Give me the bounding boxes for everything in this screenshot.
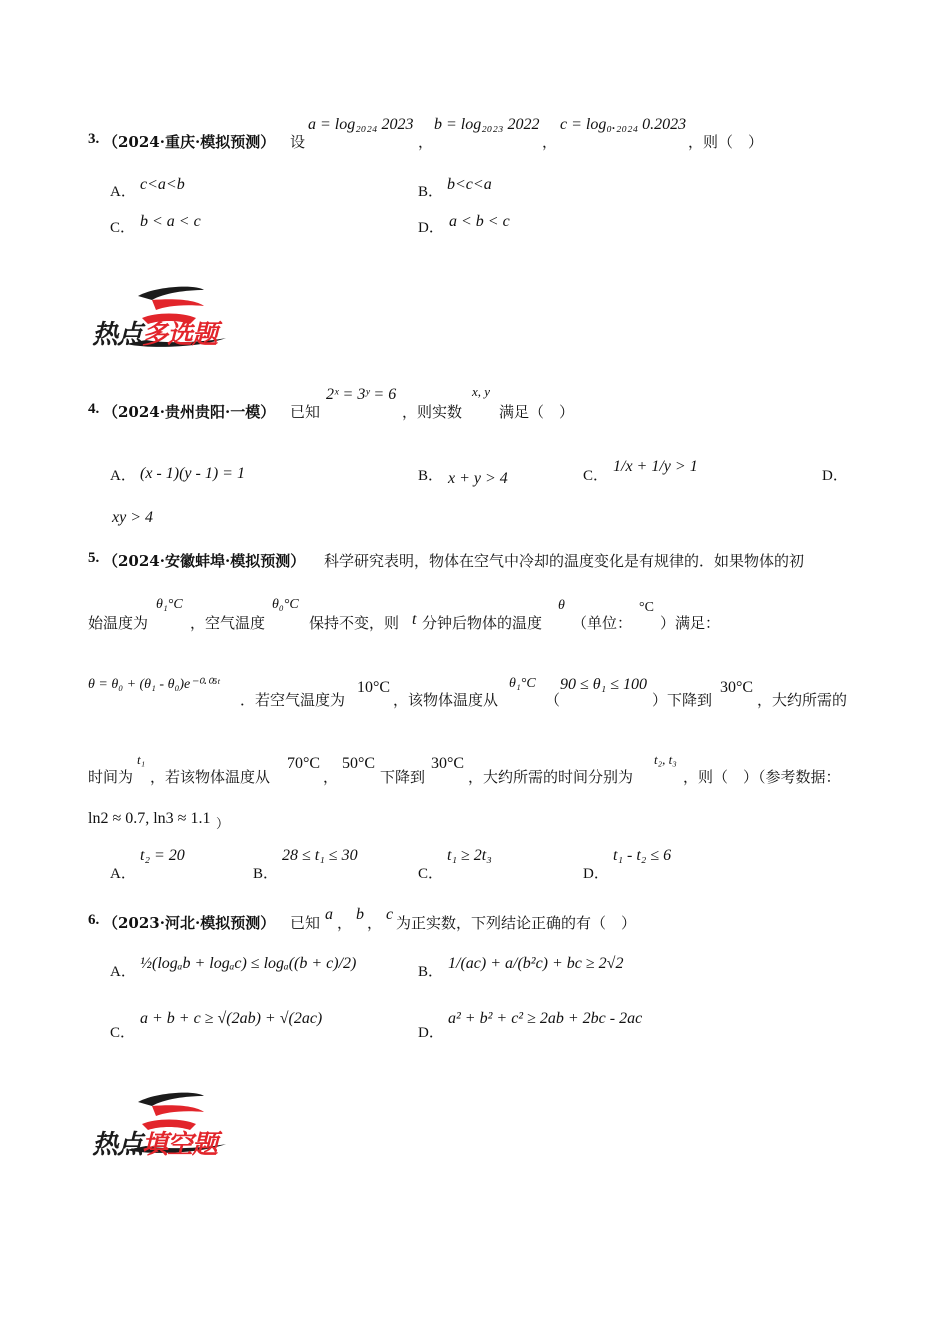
option-label: C． xyxy=(110,220,136,236)
math-expression: b = log₂₀₂₃ 2022 xyxy=(434,116,540,133)
math-variable: a xyxy=(325,906,333,923)
option-d[interactable]: a < b < c xyxy=(449,213,510,230)
question-number: 6. xyxy=(88,912,100,928)
math-expression: x, y xyxy=(472,384,491,399)
option-label: B． xyxy=(418,184,444,200)
option-label: D． xyxy=(418,1025,444,1041)
option-label: A． xyxy=(110,468,136,484)
math-expression: c = log₀.₂₀₂₄ 0.2023 xyxy=(560,116,687,133)
math-expression: 30°C xyxy=(431,755,465,772)
math-unit: °C xyxy=(639,600,654,615)
question-stem: 科学研究表明，物体在空气中冷却的温度变化是有规律的．如果物体的初 xyxy=(324,552,805,570)
option-label: A． xyxy=(110,184,136,200)
question-stem: ．若空气温度为 xyxy=(240,691,346,709)
math-variable: θ xyxy=(558,598,565,613)
option-a[interactable]: c<a<b xyxy=(140,176,185,193)
question-stem: ，则实数 xyxy=(402,403,463,421)
question-stem: 始温度为 xyxy=(88,614,149,632)
math-expression: θ₁°C xyxy=(156,597,183,612)
math-expression: θ₁°C xyxy=(509,676,536,691)
option-label: A． xyxy=(110,866,136,882)
math-expression: θ₀°C xyxy=(272,597,299,612)
math-expression: 90 ≤ θ₁ ≤ 100 xyxy=(560,676,647,693)
option-label: B． xyxy=(418,964,444,980)
question-stem: ，空气温度 xyxy=(190,614,266,632)
option-c[interactable]: 1/x + 1/y > 1 xyxy=(613,458,698,475)
option-d[interactable]: a² + b² + c² ≥ 2ab + 2bc - 2ac xyxy=(448,1010,643,1027)
question-stem: 保持不变，则 xyxy=(309,614,400,632)
option-b[interactable]: 1/(ac) + a/(b²c) + bc ≥ 2√2 xyxy=(448,955,624,972)
question-source: （2023·河北·模拟预测） xyxy=(103,914,276,932)
option-a[interactable]: (x - 1)(y - 1) = 1 xyxy=(140,465,245,482)
option-label: A． xyxy=(110,964,136,980)
question-stem: 下降到 xyxy=(380,768,426,786)
banner-text-red: 多选题 xyxy=(142,320,218,350)
question-stem: 设 xyxy=(290,133,306,151)
question-number: 3. xyxy=(88,131,100,147)
question-stem: ，大约所需的时间分别为 xyxy=(468,768,634,786)
math-expression: 2ˣ = 3ʸ = 6 xyxy=(326,386,397,403)
question-stem: ，该物体温度从 xyxy=(393,691,499,709)
question-stem: ，则（ ） xyxy=(688,133,764,151)
punctuation: ） xyxy=(216,817,230,832)
math-expression: 70°C xyxy=(287,755,321,772)
math-expression: 50°C xyxy=(342,755,376,772)
question-stem: 分钟后物体的温度 xyxy=(422,614,543,632)
option-label: B． xyxy=(418,468,444,484)
option-d[interactable]: t₁ - t₂ ≤ 6 xyxy=(613,847,672,864)
math-variable: b xyxy=(356,906,364,923)
option-a[interactable]: ½(logₐb + logₐc) ≤ logₐ((b + c)/2) xyxy=(140,955,357,972)
banner-text-black: 热点 xyxy=(92,1130,143,1160)
math-variable: t xyxy=(412,611,417,628)
question-stem: ，大约所需的 xyxy=(757,691,848,709)
math-formula: θ = θ₀ + (θ₁ - θ₀)e⁻⁰·⁰⁵ᵗ xyxy=(88,677,220,692)
option-a[interactable]: t₂ = 20 xyxy=(140,847,185,864)
option-c[interactable]: a + b + c ≥ √(2ab) + √(2ac) xyxy=(140,1010,323,1027)
option-d[interactable]: xy > 4 xyxy=(112,509,153,526)
question-source: （2024·安徽蚌埠·模拟预测） xyxy=(103,552,306,570)
option-c[interactable]: b < a < c xyxy=(140,213,201,230)
question-stem: （ xyxy=(545,691,561,709)
option-b[interactable]: 28 ≤ t₁ ≤ 30 xyxy=(282,847,358,864)
punctuation: ， xyxy=(323,768,339,786)
math-variable: c xyxy=(386,906,394,923)
question-stem: ，若该物体温度从 xyxy=(150,768,271,786)
question-stem: （单位： xyxy=(572,614,633,632)
punctuation: ， xyxy=(542,133,558,151)
option-label: C． xyxy=(583,468,609,484)
question-stem: 已知 xyxy=(290,914,321,932)
option-label: B． xyxy=(253,866,279,882)
punctuation: ， xyxy=(418,133,434,151)
question-number: 5. xyxy=(88,550,100,566)
option-label: C． xyxy=(110,1025,136,1041)
question-stem: 满足（ ） xyxy=(499,403,575,421)
banner-text-black: 热点 xyxy=(92,320,143,350)
question-stem: ，则（ ）（参考数据： xyxy=(683,768,841,786)
option-label: D． xyxy=(822,468,848,484)
reference-data: ln2 ≈ 0.7, ln3 ≈ 1.1 xyxy=(88,810,211,827)
punctuation: ， xyxy=(367,914,383,932)
math-variable: t₁ xyxy=(137,752,146,767)
option-label: D． xyxy=(418,220,444,236)
question-source: （2024·贵州贵阳·一模） xyxy=(103,403,276,421)
question-stem: 为正实数，下列结论正确的有（ ） xyxy=(396,914,637,932)
question-number: 4. xyxy=(88,401,100,417)
option-label: C． xyxy=(418,866,444,882)
punctuation: ， xyxy=(337,914,353,932)
question-stem: 时间为 xyxy=(88,768,134,786)
option-b[interactable]: x + y > 4 xyxy=(448,470,508,487)
option-b[interactable]: b<c<a xyxy=(447,176,492,193)
question-stem: ）下降到 xyxy=(652,691,713,709)
math-expression: a = log₂₀₂₄ 2023 xyxy=(308,116,414,133)
math-variable: t₂, t₃ xyxy=(654,752,677,767)
option-c[interactable]: t₁ ≥ 2t₃ xyxy=(447,847,492,864)
question-source: （2024·重庆·模拟预测） xyxy=(103,133,276,151)
banner-text-red: 填空题 xyxy=(142,1130,218,1160)
section-banner-multiple-choice xyxy=(86,284,236,354)
option-label: D． xyxy=(583,866,609,882)
section-banner-fill-in xyxy=(86,1090,236,1160)
question-stem: ）满足： xyxy=(660,614,721,632)
question-stem: 已知 xyxy=(290,403,321,421)
math-expression: 30°C xyxy=(720,679,754,696)
math-expression: 10°C xyxy=(357,679,391,696)
